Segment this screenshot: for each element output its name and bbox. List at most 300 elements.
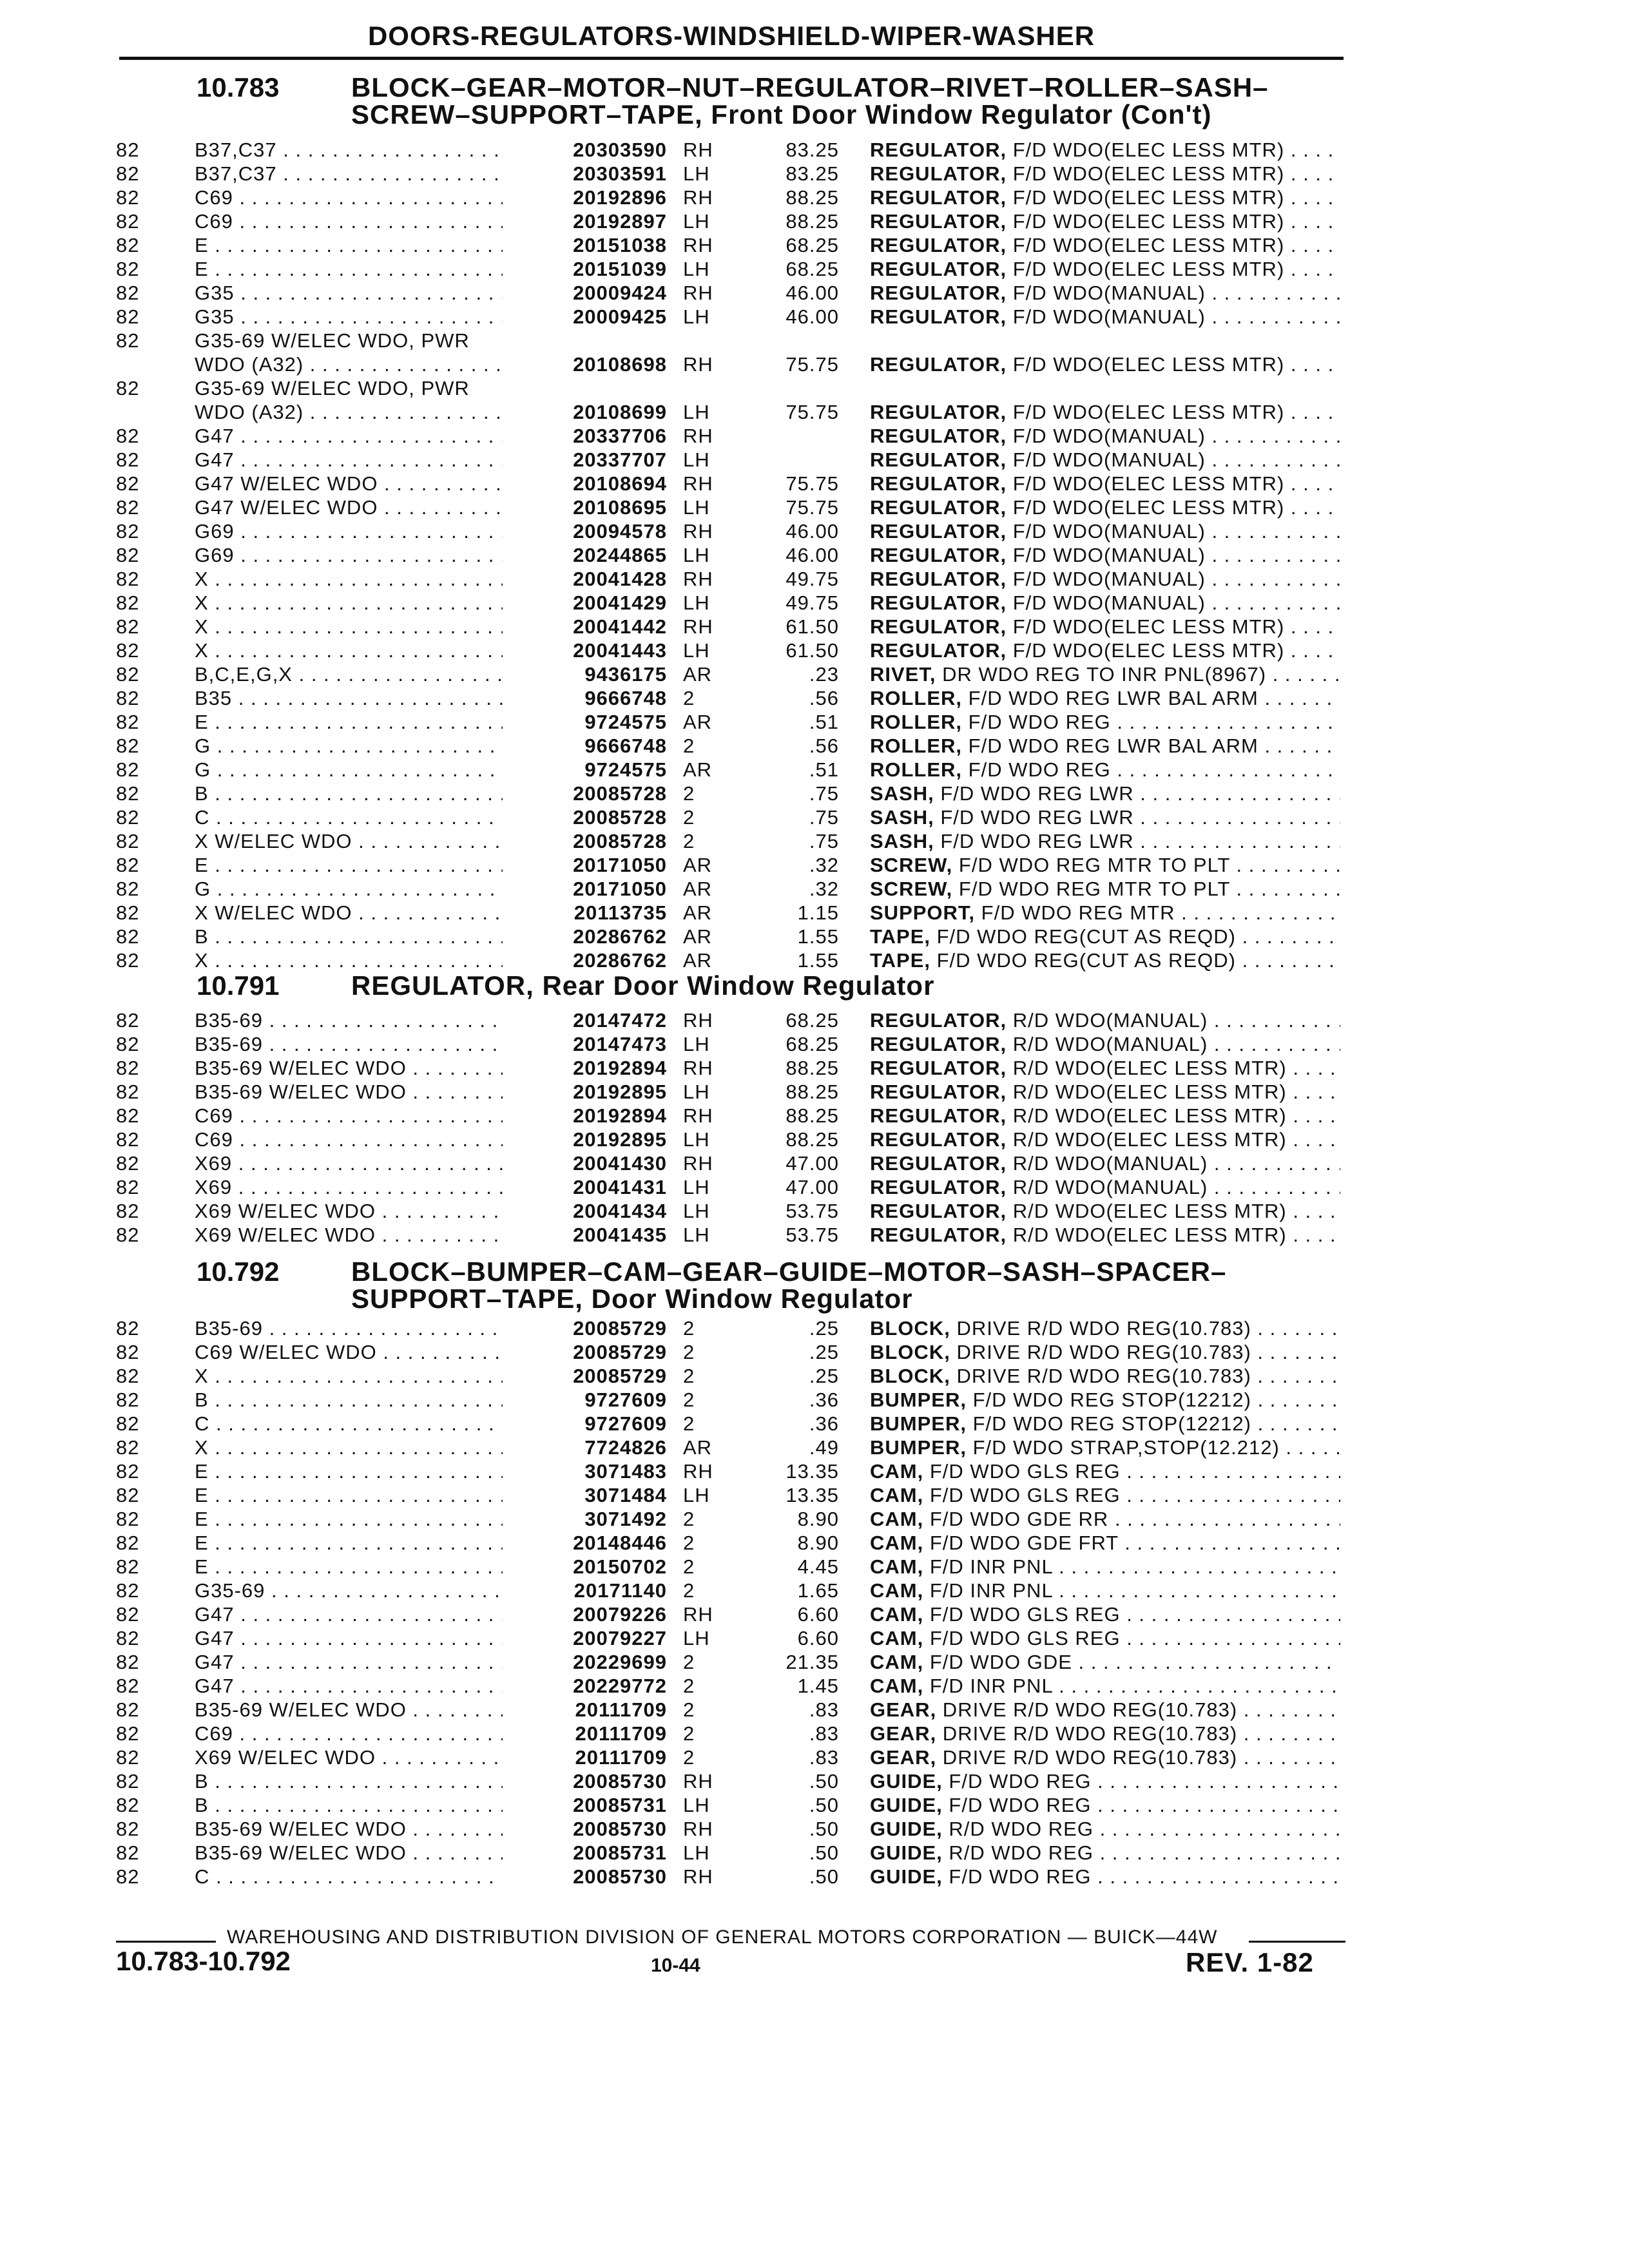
part-number: 20041443 xyxy=(503,639,667,662)
price: .51 xyxy=(809,711,839,733)
quantity: RH xyxy=(683,1603,713,1626)
price: 8.90 xyxy=(797,1532,839,1554)
part-number: 20192896 xyxy=(503,186,667,209)
model-application: B . . . xyxy=(195,1793,543,1817)
usage-code: 82 xyxy=(116,282,140,304)
part-detail: R/D WDO(ELEC LESS MTR) . . . xyxy=(1007,1057,1340,1079)
quantity: AR xyxy=(683,901,713,924)
quantity: 2 xyxy=(683,1508,695,1530)
usage-code: 82 xyxy=(116,1627,140,1649)
price: 1.55 xyxy=(797,925,839,948)
usage-code: 82 xyxy=(116,591,140,614)
part-detail: F/D WDO(MANUAL) . . . xyxy=(1007,425,1340,447)
part-description xyxy=(870,1104,1340,1128)
part-description xyxy=(870,448,1340,472)
usage-code: 82 xyxy=(116,329,140,352)
price: 4.45 xyxy=(797,1555,839,1578)
usage-code: 82 xyxy=(116,1341,140,1363)
quantity: LH xyxy=(683,639,710,662)
quantity: LH xyxy=(683,1128,710,1151)
price: 53.75 xyxy=(786,1200,839,1222)
part-number: 20041434 xyxy=(503,1199,667,1223)
part-number: 20085728 xyxy=(503,829,667,853)
part-detail: F/D INR PNL . . . xyxy=(923,1675,1340,1697)
part-detail: F/D WDO(ELEC LESS MTR) . . . xyxy=(1007,639,1340,662)
price: 75.75 xyxy=(786,401,839,423)
part-name: ROLLER, xyxy=(870,711,963,733)
part-number: 20286762 xyxy=(503,948,667,972)
price: 1.45 xyxy=(797,1675,839,1697)
part-number: 20244865 xyxy=(503,543,667,567)
quantity: 2 xyxy=(683,1412,695,1435)
list-item xyxy=(0,1128,1629,1151)
part-description xyxy=(870,1817,1340,1841)
part-name: REGULATOR, xyxy=(870,1009,1007,1032)
part-name: GEAR, xyxy=(870,1698,937,1721)
part-detail: F/D WDO GLS REG . . . xyxy=(923,1627,1340,1649)
model-application: G47 . . . xyxy=(195,1650,543,1674)
part-detail: F/D WDO GLS REG . . . xyxy=(923,1460,1340,1483)
part-detail: F/D WDO(MANUAL) . . . xyxy=(1007,520,1340,543)
quantity: 2 xyxy=(683,806,695,829)
price: .50 xyxy=(809,1841,839,1864)
part-name: REGULATOR, xyxy=(870,234,1007,256)
list-item xyxy=(0,925,1629,948)
part-name: REGULATOR, xyxy=(870,639,1007,662)
list-item xyxy=(0,400,1629,424)
usage-code: 82 xyxy=(116,139,140,161)
usage-code: 82 xyxy=(116,1057,140,1079)
part-description xyxy=(870,138,1340,162)
price: .83 xyxy=(809,1698,839,1721)
model-application: G69 . . . xyxy=(195,543,543,567)
part-description xyxy=(870,1698,1340,1722)
list-item xyxy=(0,1650,1629,1674)
list-item xyxy=(0,1531,1629,1555)
part-description xyxy=(870,1151,1340,1175)
list-item xyxy=(0,305,1629,329)
list-item xyxy=(0,1388,1629,1412)
model-application: G35 . . . xyxy=(195,281,543,305)
quantity: LH xyxy=(683,1794,710,1816)
part-name: REGULATOR, xyxy=(870,139,1007,161)
part-detail: F/D WDO REG STOP(12212) . . . xyxy=(967,1412,1340,1435)
usage-code: 82 xyxy=(116,1532,140,1554)
part-name: REGULATOR, xyxy=(870,472,1007,495)
part-name: CAM, xyxy=(870,1603,924,1626)
list-item xyxy=(0,829,1629,853)
quantity: 2 xyxy=(683,1555,695,1578)
part-number: 20108694 xyxy=(503,472,667,495)
quantity: LH xyxy=(683,1484,710,1506)
list-item xyxy=(0,424,1629,448)
part-detail: F/D WDO(ELEC LESS MTR) . . . xyxy=(1007,353,1340,376)
price: 88.25 xyxy=(786,1128,839,1151)
part-detail: R/D WDO(ELEC LESS MTR) . . . xyxy=(1007,1224,1340,1246)
model-application: X69 W/ELEC WDO . . . xyxy=(195,1199,543,1223)
part-number: 20079227 xyxy=(503,1626,667,1650)
price: 61.50 xyxy=(786,615,839,638)
usage-code: 82 xyxy=(116,1436,140,1459)
price: 83.25 xyxy=(786,139,839,161)
price: .83 xyxy=(809,1722,839,1745)
price: 46.00 xyxy=(786,520,839,543)
usage-code: 82 xyxy=(116,305,140,328)
usage-code: 82 xyxy=(116,1365,140,1387)
model-application: WDO (A32) . . . xyxy=(195,352,543,376)
part-description xyxy=(870,1769,1340,1793)
list-item xyxy=(0,710,1629,734)
quantity: 2 xyxy=(683,1698,695,1721)
usage-code: 82 xyxy=(116,1317,140,1340)
quantity: 2 xyxy=(683,1365,695,1387)
model-application: X . . . xyxy=(195,567,543,591)
price: 13.35 xyxy=(786,1460,839,1483)
quantity: LH xyxy=(683,1224,710,1246)
part-number: 20085730 xyxy=(503,1865,667,1888)
part-number: 9436175 xyxy=(503,662,667,686)
part-description xyxy=(870,1340,1340,1364)
price: 1.65 xyxy=(797,1579,839,1602)
part-description xyxy=(870,233,1340,257)
usage-code: 82 xyxy=(116,1033,140,1055)
section-title-line2-rest: Door Window Regulator xyxy=(583,1283,913,1314)
price: 21.35 xyxy=(786,1651,839,1673)
part-detail: R/D WDO(MANUAL) . . . xyxy=(1007,1152,1340,1175)
part-name: REGULATOR, xyxy=(870,282,1007,304)
part-detail: F/D WDO(MANUAL) . . . xyxy=(1007,448,1340,471)
model-application: C69 W/ELEC WDO . . . xyxy=(195,1340,543,1364)
usage-code: 82 xyxy=(116,1770,140,1792)
model-application: G35-69 . . . xyxy=(195,1579,543,1602)
part-detail: F/D WDO(MANUAL) . . . xyxy=(1007,568,1340,590)
part-detail: F/D WDO GLS REG . . . xyxy=(923,1484,1340,1506)
price: 6.60 xyxy=(797,1627,839,1649)
part-number: 20085730 xyxy=(503,1769,667,1793)
part-detail: R/D WDO REG . . . xyxy=(943,1841,1340,1864)
part-number: 3071492 xyxy=(503,1507,667,1531)
part-description xyxy=(870,472,1340,495)
part-description xyxy=(870,1175,1340,1199)
part-number: 20337707 xyxy=(503,448,667,472)
part-detail: DRIVE R/D WDO REG(10.783) . . . xyxy=(936,1698,1340,1721)
usage-code: 82 xyxy=(116,1224,140,1246)
section-title-line2-bold: SCREW–SUPPORT–TAPE, xyxy=(351,99,703,130)
quantity: LH xyxy=(683,544,710,566)
quantity: 2 xyxy=(683,687,695,709)
list-item xyxy=(0,1579,1629,1602)
quantity: 2 xyxy=(683,1579,695,1602)
part-description xyxy=(870,209,1340,233)
part-description xyxy=(870,901,1340,925)
price: 46.00 xyxy=(786,282,839,304)
usage-code: 82 xyxy=(116,472,140,495)
usage-code: 82 xyxy=(116,496,140,519)
part-name: REGULATOR, xyxy=(870,1057,1007,1079)
list-item xyxy=(0,1056,1629,1080)
model-application: G47 . . . xyxy=(195,1602,543,1626)
part-detail: F/D WDO REG LWR BAL ARM . . . xyxy=(962,687,1340,709)
part-detail: F/D WDO REG LWR . . . xyxy=(934,806,1340,829)
part-detail: F/D WDO(ELEC LESS MTR) . . . xyxy=(1007,615,1340,638)
price: 49.75 xyxy=(786,568,839,590)
usage-code: 82 xyxy=(116,234,140,256)
part-number: 20192894 xyxy=(503,1104,667,1128)
quantity: RH xyxy=(683,1152,713,1175)
part-detail: F/D WDO REG . . . xyxy=(943,1794,1340,1816)
part-name: REGULATOR, xyxy=(870,1081,1007,1103)
model-application: WDO (A32) . . . xyxy=(195,400,543,424)
usage-code: 82 xyxy=(116,1508,140,1530)
model-application: G35-69 W/ELEC WDO, PWR xyxy=(195,377,470,399)
price: 88.25 xyxy=(786,1057,839,1079)
usage-code: 82 xyxy=(116,1128,140,1151)
quantity: RH xyxy=(683,1770,713,1792)
part-detail: F/D WDO REG(CUT AS REQD) . . . xyxy=(930,925,1340,948)
model-application: X69 W/ELEC WDO . . . xyxy=(195,1223,543,1247)
list-item xyxy=(0,615,1629,639)
part-name: REGULATOR, xyxy=(870,1128,1007,1151)
model-application: B . . . xyxy=(195,782,543,805)
list-item xyxy=(0,1626,1629,1650)
part-detail: F/D WDO(ELEC LESS MTR) . . . xyxy=(1007,139,1340,161)
price: .36 xyxy=(809,1389,839,1411)
part-description xyxy=(870,1008,1340,1032)
part-detail: F/D WDO STRAP,STOP(12.212) . . . xyxy=(967,1436,1340,1459)
part-name: ROLLER, xyxy=(870,758,963,781)
list-item xyxy=(0,782,1629,805)
model-application: E . . . xyxy=(195,1555,543,1579)
part-number: 20337706 xyxy=(503,424,667,448)
list-item xyxy=(0,1104,1629,1128)
footer-rule-right xyxy=(1249,1941,1345,1943)
price: .36 xyxy=(809,1412,839,1435)
part-detail: F/D WDO(MANUAL) . . . xyxy=(1007,282,1340,304)
part-description xyxy=(870,662,1340,686)
part-description xyxy=(870,1579,1340,1602)
part-name: BUMPER, xyxy=(870,1436,967,1459)
model-application: X . . . xyxy=(195,639,543,662)
part-description xyxy=(870,1555,1340,1579)
part-description xyxy=(870,305,1340,329)
list-item xyxy=(0,1412,1629,1436)
usage-code: 82 xyxy=(116,1841,140,1864)
part-number: 20147472 xyxy=(503,1008,667,1032)
model-application: X W/ELEC WDO . . . xyxy=(195,829,543,853)
list-item xyxy=(0,1316,1629,1340)
part-detail: F/D WDO REG . . . xyxy=(943,1770,1340,1792)
part-name: CAM, xyxy=(870,1508,924,1530)
part-description xyxy=(870,1722,1340,1745)
usage-code: 82 xyxy=(116,186,140,209)
list-item xyxy=(0,1745,1629,1769)
part-name: REGULATOR, xyxy=(870,186,1007,209)
part-description xyxy=(870,186,1340,209)
price: 47.00 xyxy=(786,1152,839,1175)
quantity: 2 xyxy=(683,782,695,805)
price: 75.75 xyxy=(786,353,839,376)
quantity: LH xyxy=(683,305,710,328)
part-detail: R/D WDO(ELEC LESS MTR) . . . xyxy=(1007,1104,1340,1127)
price: 88.25 xyxy=(786,210,839,233)
part-name: REGULATOR, xyxy=(870,1176,1007,1198)
price: .25 xyxy=(809,1317,839,1340)
list-item xyxy=(0,1674,1629,1698)
quantity: RH xyxy=(683,568,713,590)
usage-code: 82 xyxy=(116,1579,140,1602)
part-name: CAM, xyxy=(870,1579,924,1602)
part-name: TAPE, xyxy=(870,949,930,972)
part-description xyxy=(870,710,1340,734)
price: 68.25 xyxy=(786,1033,839,1055)
part-description xyxy=(870,1128,1340,1151)
price: .75 xyxy=(809,830,839,852)
list-item xyxy=(0,1223,1629,1247)
quantity: RH xyxy=(683,1818,713,1840)
model-application: B35-69 W/ELEC WDO . . . xyxy=(195,1841,543,1865)
part-detail: F/D WDO(ELEC LESS MTR) . . . xyxy=(1007,234,1340,256)
model-application: E . . . xyxy=(195,257,543,281)
usage-code: 82 xyxy=(116,1412,140,1435)
part-description xyxy=(870,853,1340,877)
price: 83.25 xyxy=(786,162,839,185)
part-number: 20085729 xyxy=(503,1364,667,1388)
price: .50 xyxy=(809,1794,839,1816)
part-number: 20229699 xyxy=(503,1650,667,1674)
part-description xyxy=(870,162,1340,186)
model-application: B35 . . . xyxy=(195,686,543,710)
part-description xyxy=(870,1745,1340,1769)
part-description xyxy=(870,615,1340,639)
quantity: RH xyxy=(683,425,713,447)
model-application: B37,C37 . . . xyxy=(195,138,543,162)
quantity: RH xyxy=(683,282,713,304)
usage-code: 82 xyxy=(116,1555,140,1578)
model-application: G47 . . . xyxy=(195,1674,543,1698)
price: 88.25 xyxy=(786,1104,839,1127)
usage-code: 82 xyxy=(116,758,140,781)
price: .56 xyxy=(809,735,839,757)
part-description xyxy=(870,519,1340,543)
part-detail: F/D INR PNL . . . xyxy=(923,1555,1340,1578)
part-description xyxy=(870,400,1340,424)
list-item xyxy=(0,1080,1629,1104)
list-item xyxy=(0,329,1629,352)
part-name: GUIDE, xyxy=(870,1794,943,1816)
model-application: X . . . xyxy=(195,1436,543,1459)
price: .32 xyxy=(809,854,839,876)
list-item xyxy=(0,448,1629,472)
list-item xyxy=(0,686,1629,710)
model-application: C . . . xyxy=(195,805,543,829)
price: 8.90 xyxy=(797,1508,839,1530)
part-name: GUIDE, xyxy=(870,1865,943,1888)
part-name: BUMPER, xyxy=(870,1412,967,1435)
part-detail: F/D INR PNL . . . xyxy=(923,1579,1340,1602)
part-detail: F/D WDO(ELEC LESS MTR) . . . xyxy=(1007,496,1340,519)
part-detail: F/D WDO GDE . . . xyxy=(923,1651,1340,1673)
part-name: REGULATOR, xyxy=(870,401,1007,423)
quantity: 2 xyxy=(683,1651,695,1673)
model-application: C69 . . . xyxy=(195,209,543,233)
usage-code: 82 xyxy=(116,1176,140,1198)
model-application: G35 . . . xyxy=(195,305,543,329)
price: 75.75 xyxy=(786,496,839,519)
part-detail: R/D WDO REG . . . xyxy=(943,1818,1340,1840)
part-description xyxy=(870,567,1340,591)
part-name: BUMPER, xyxy=(870,1389,967,1411)
quantity: LH xyxy=(683,1627,710,1649)
part-number: 20094578 xyxy=(503,519,667,543)
list-item xyxy=(0,1698,1629,1722)
quantity: AR xyxy=(683,1436,713,1459)
model-application: X W/ELEC WDO . . . xyxy=(195,901,543,925)
part-number: 20108699 xyxy=(503,400,667,424)
list-item xyxy=(0,758,1629,782)
quantity: AR xyxy=(683,758,713,781)
model-application: G47 . . . xyxy=(195,424,543,448)
list-item xyxy=(0,543,1629,567)
model-application: E . . . xyxy=(195,853,543,877)
list-item xyxy=(0,162,1629,186)
part-number: 20108698 xyxy=(503,352,667,376)
part-description xyxy=(870,1056,1340,1080)
quantity: RH xyxy=(683,472,713,495)
part-detail: F/D WDO(MANUAL) . . . xyxy=(1007,591,1340,614)
quantity: 2 xyxy=(683,1722,695,1745)
part-detail: R/D WDO(MANUAL) . . . xyxy=(1007,1009,1340,1032)
part-description xyxy=(870,1459,1340,1483)
part-description xyxy=(870,734,1340,758)
quantity: RH xyxy=(683,1104,713,1127)
part-name: REGULATOR, xyxy=(870,210,1007,233)
price: .75 xyxy=(809,806,839,829)
part-detail: F/D WDO GLS REG . . . xyxy=(923,1603,1340,1626)
part-number: 20041428 xyxy=(503,567,667,591)
part-number: 20041431 xyxy=(503,1175,667,1199)
model-application: G35-69 W/ELEC WDO, PWR xyxy=(195,329,470,352)
model-application: B . . . xyxy=(195,1769,543,1793)
part-number: 20192894 xyxy=(503,1056,667,1080)
usage-code: 82 xyxy=(116,711,140,733)
list-item xyxy=(0,1507,1629,1531)
price: 1.15 xyxy=(797,901,839,924)
part-name: REGULATOR, xyxy=(870,1200,1007,1222)
quantity: LH xyxy=(683,1176,710,1198)
usage-code: 82 xyxy=(116,854,140,876)
list-item xyxy=(0,138,1629,162)
part-name: CAM, xyxy=(870,1555,924,1578)
part-name: ROLLER, xyxy=(870,735,963,757)
part-description xyxy=(870,1032,1340,1056)
section-title-line1: BLOCK–BUMPER–CAM–GEAR–GUIDE–MOTOR–SASH–SPACER– xyxy=(351,1256,1227,1287)
model-application: E . . . xyxy=(195,1531,543,1555)
part-description xyxy=(870,1316,1340,1340)
usage-code: 82 xyxy=(116,1698,140,1721)
list-item xyxy=(0,1817,1629,1841)
model-application: X69 . . . xyxy=(195,1151,543,1175)
part-number: 20150702 xyxy=(503,1555,667,1579)
part-detail: F/D WDO(MANUAL) . . . xyxy=(1007,544,1340,566)
model-application: E . . . xyxy=(195,233,543,257)
part-detail: F/D WDO(MANUAL) . . . xyxy=(1007,305,1340,328)
model-application: G . . . xyxy=(195,734,543,758)
model-application: G47 W/ELEC WDO . . . xyxy=(195,495,543,519)
part-number: 7724826 xyxy=(503,1436,667,1459)
section-number: 10.792 xyxy=(197,1256,280,1287)
list-item xyxy=(0,662,1629,686)
price: .50 xyxy=(809,1770,839,1792)
